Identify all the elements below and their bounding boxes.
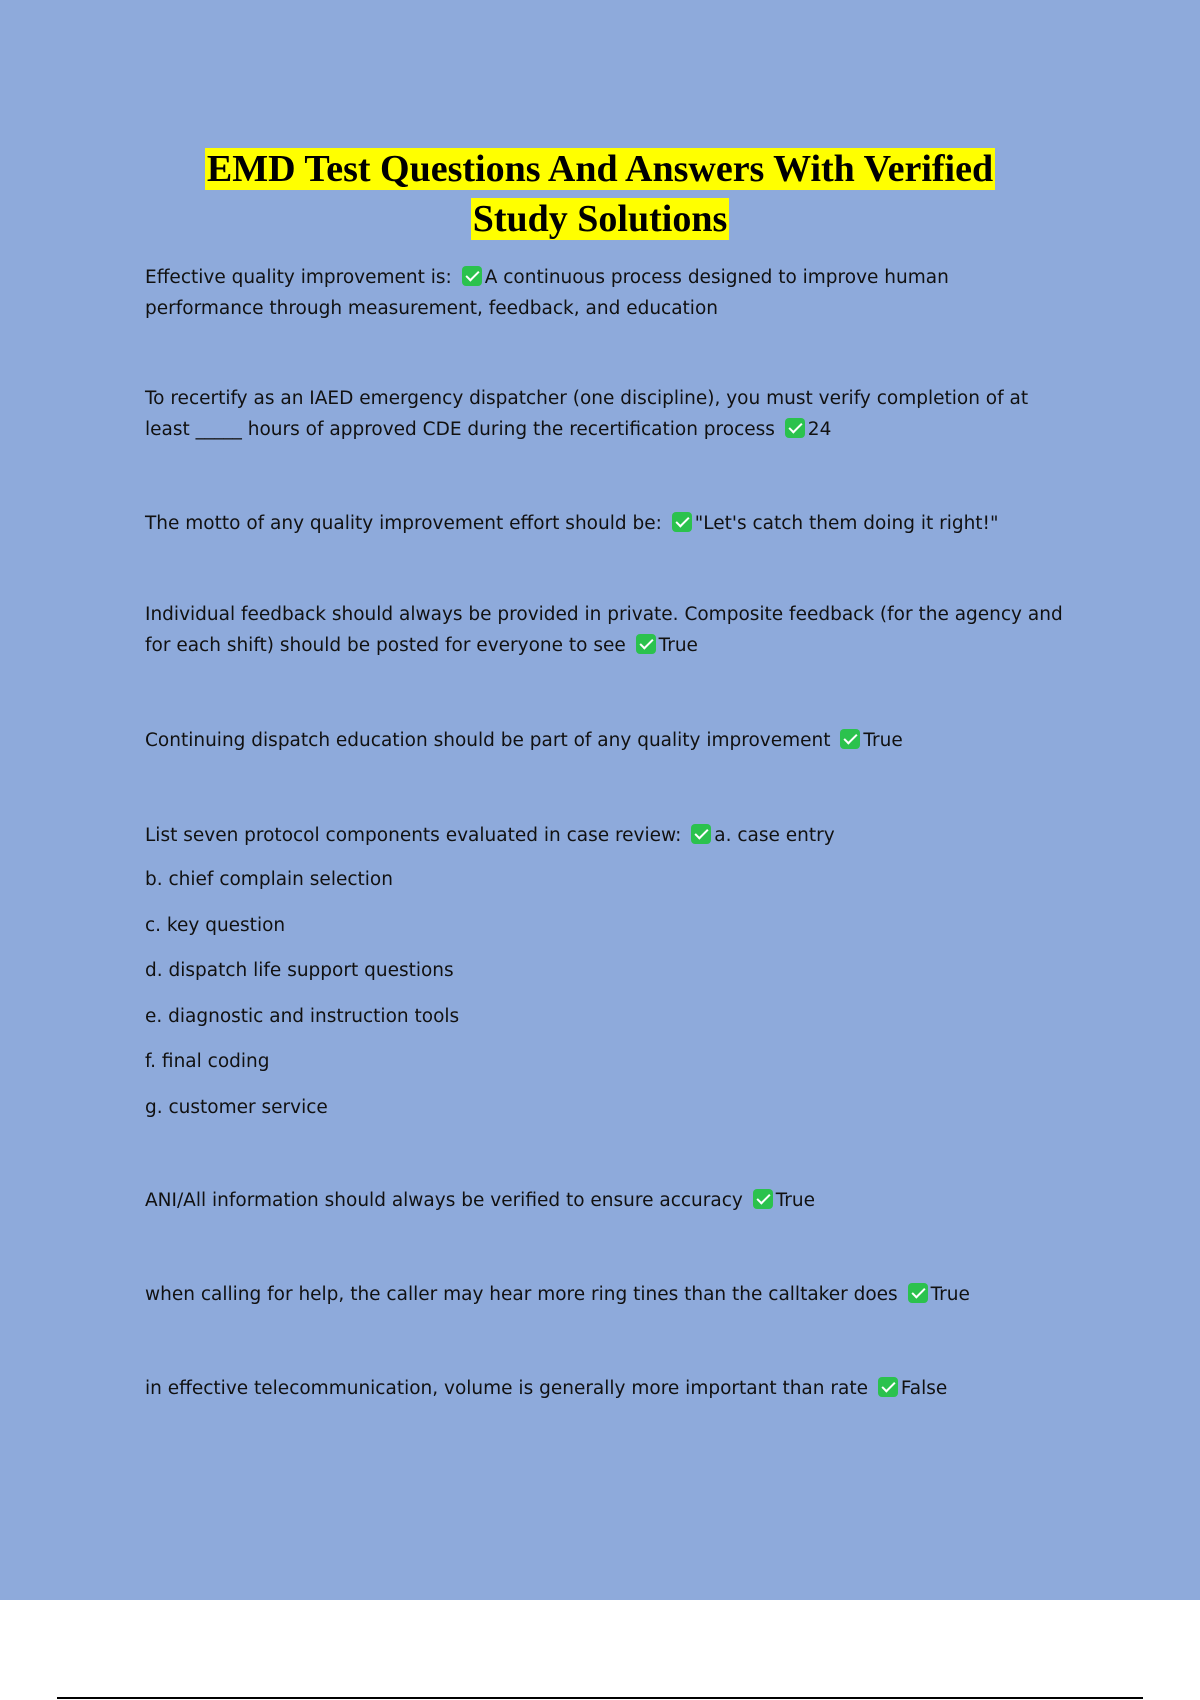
list-item: f. final coding bbox=[145, 1051, 270, 1072]
qa-item-8 bbox=[145, 1279, 1065, 1310]
question-text: ANI/All information should always be verified to ensure accuracy bbox=[145, 1190, 743, 1211]
question-text: Continuing dispatch education should be part of any quality improvement bbox=[145, 730, 831, 751]
qa-item-6 bbox=[145, 820, 1065, 851]
question-text: Individual feedback should always be provided in private. Composite feedback (for the agency and for each shift) should be posted for everyone to see bbox=[145, 604, 1063, 656]
qa-item-5 bbox=[145, 725, 1065, 756]
qa-item-4 bbox=[145, 599, 1065, 661]
answer-text: True bbox=[930, 1284, 970, 1305]
list-item: b. chief complain selection bbox=[145, 869, 393, 890]
list-item: e. diagnostic and instruction tools bbox=[145, 1006, 460, 1027]
answer-text: "Let's catch them doing it right!" bbox=[694, 513, 999, 534]
question-text: List seven protocol components evaluated in case review: bbox=[145, 825, 682, 846]
qa-item-7 bbox=[145, 1185, 1065, 1216]
check-icon bbox=[636, 634, 656, 654]
title-line-1: EMD Test Questions And Answers With Verified bbox=[206, 148, 994, 190]
footer-divider bbox=[57, 1697, 1143, 1699]
list-item: c. key question bbox=[145, 915, 286, 936]
qa-item-2 bbox=[145, 383, 1065, 445]
document-title bbox=[0, 144, 1200, 244]
title-line-2: Study Solutions bbox=[472, 198, 728, 240]
question-text: The motto of any quality improvement effort should be: bbox=[145, 513, 662, 534]
check-icon bbox=[462, 266, 482, 286]
answer-text: False bbox=[900, 1378, 948, 1399]
check-icon bbox=[672, 512, 692, 532]
qa-item-1 bbox=[145, 262, 1065, 324]
answer-text: A continuous process designed to improve human performance through measurement, feedback, and education bbox=[145, 267, 949, 319]
check-icon bbox=[785, 418, 805, 438]
check-icon bbox=[840, 729, 860, 749]
answer-text: True bbox=[658, 635, 698, 656]
question-text: when calling for help, the caller may hear more ring tines than the calltaker does bbox=[145, 1284, 898, 1305]
answer-text: True bbox=[863, 730, 903, 751]
check-icon bbox=[691, 824, 711, 844]
check-icon bbox=[878, 1377, 898, 1397]
list-item: g. customer service bbox=[145, 1097, 328, 1118]
answer-text: a. case entry bbox=[714, 825, 835, 846]
question-text: To recertify as an IAED emergency dispatcher (one discipline), you must verify completion of at least _____ hours of approved CDE during the recertification process bbox=[145, 388, 1029, 440]
check-icon bbox=[908, 1283, 928, 1303]
check-icon bbox=[753, 1189, 773, 1209]
question-text: Effective quality improvement is: bbox=[145, 267, 452, 288]
answer-text: 24 bbox=[807, 419, 832, 440]
list-item: d. dispatch life support questions bbox=[145, 960, 454, 981]
qa-item-3 bbox=[145, 508, 1065, 539]
question-text: in effective telecommunication, volume is generally more important than rate bbox=[145, 1378, 868, 1399]
answer-text: True bbox=[775, 1190, 816, 1211]
qa-item-9 bbox=[145, 1373, 1065, 1404]
